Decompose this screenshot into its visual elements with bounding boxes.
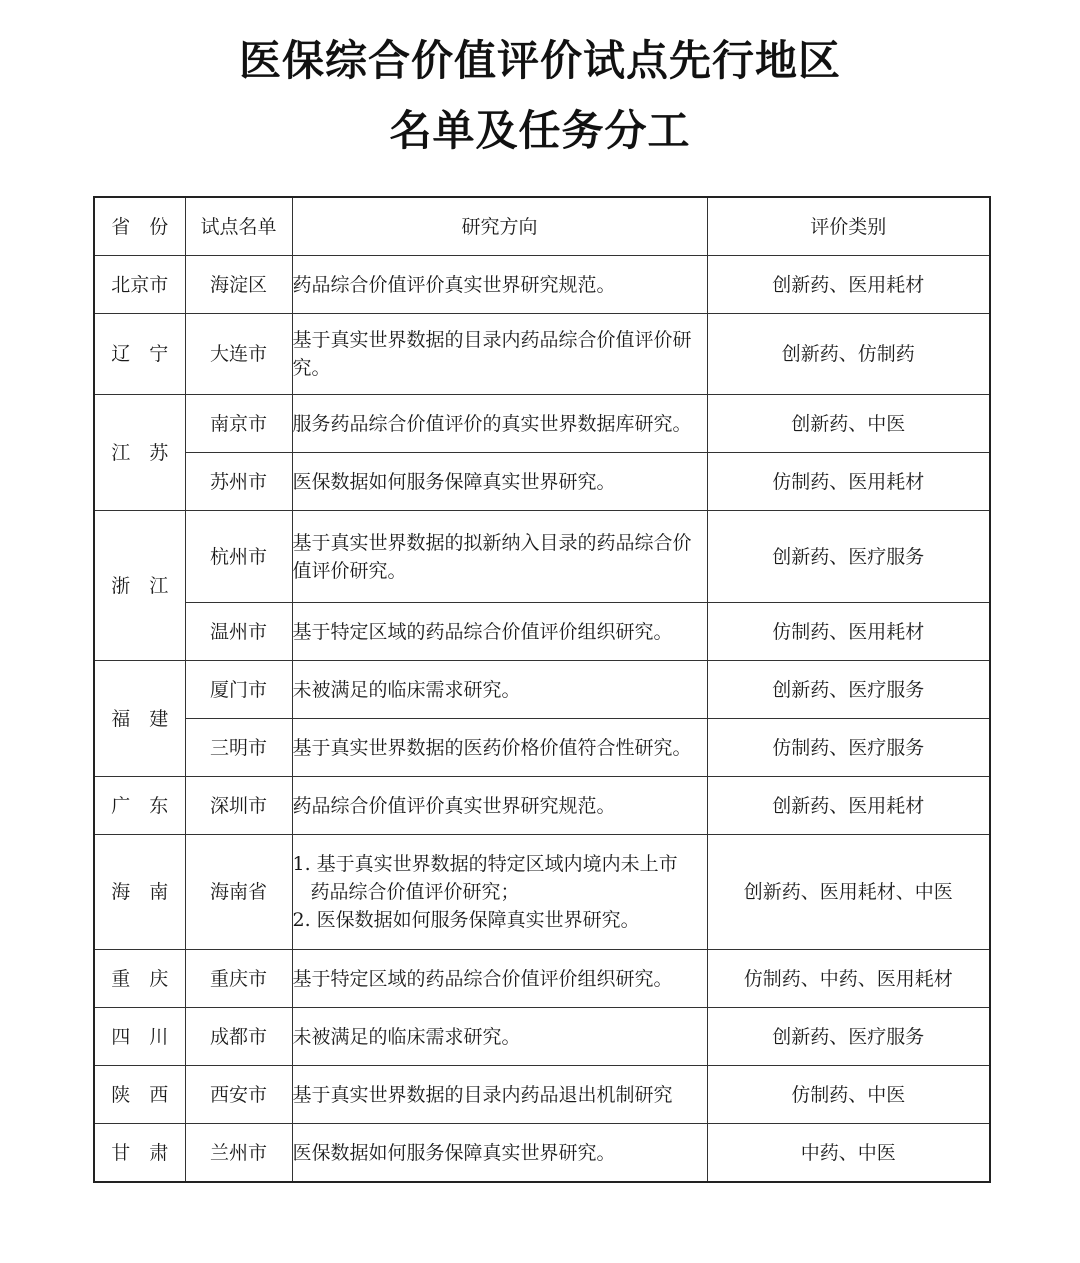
province-cell: 北京市 <box>94 256 185 314</box>
category-cell: 创新药、医疗服务 <box>707 661 990 719</box>
site-cell: 成都市 <box>185 1008 292 1066</box>
direction-cell: 基于特定区域的药品综合价值评价组织研究。 <box>292 950 707 1008</box>
header-direction: 研究方向 <box>292 197 707 256</box>
direction-cell: 药品综合价值评价真实世界研究规范。 <box>292 777 707 835</box>
page-subtitle: 名单及任务分工 <box>389 106 691 155</box>
site-cell: 海南省 <box>185 835 292 950</box>
category-cell: 中药、中医 <box>707 1124 990 1183</box>
table-row <box>94 395 990 453</box>
category-cell: 创新药、医疗服务 <box>707 1008 990 1066</box>
pilot-regions-table <box>93 196 991 1183</box>
table-row <box>94 835 990 950</box>
category-cell: 创新药、医用耗材、中医 <box>707 835 990 950</box>
table-row <box>94 453 990 511</box>
site-cell: 深圳市 <box>185 777 292 835</box>
site-cell: 重庆市 <box>185 950 292 1008</box>
site-cell: 厦门市 <box>185 661 292 719</box>
direction-cell: 基于真实世界数据的目录内药品退出机制研究 <box>292 1066 707 1124</box>
province-cell: 福 建 <box>94 661 185 777</box>
direction-list-item-continued: 药品综合价值评价研究； <box>310 881 520 903</box>
site-cell: 西安市 <box>185 1066 292 1124</box>
province-cell: 辽 宁 <box>94 314 185 395</box>
header-category: 评价类别 <box>707 197 990 256</box>
direction-cell <box>292 835 707 950</box>
province-cell: 四 川 <box>94 1008 185 1066</box>
province-cell: 广 东 <box>94 777 185 835</box>
direction-cell: 药品综合价值评价真实世界研究规范。 <box>292 256 707 314</box>
direction-cell: 未被满足的临床需求研究。 <box>292 661 707 719</box>
direction-list-item: 1. 基于真实世界数据的特定区域内境内未上市 <box>292 853 678 875</box>
province-cell: 江 苏 <box>94 395 185 511</box>
direction-cell: 基于真实世界数据的目录内药品综合价值评价研究。 <box>292 314 707 395</box>
category-cell: 仿制药、医用耗材 <box>707 603 990 661</box>
table-row <box>94 719 990 777</box>
direction-cell: 医保数据如何服务保障真实世界研究。 <box>292 453 707 511</box>
site-cell: 温州市 <box>185 603 292 661</box>
category-cell: 创新药、仿制药 <box>707 314 990 395</box>
direction-cell: 医保数据如何服务保障真实世界研究。 <box>292 1124 707 1183</box>
category-cell: 创新药、医用耗材 <box>707 256 990 314</box>
category-cell: 创新药、医用耗材 <box>707 777 990 835</box>
province-cell: 海 南 <box>94 835 185 950</box>
table-row <box>94 511 990 603</box>
table-row <box>94 1124 990 1183</box>
table-row <box>94 314 990 395</box>
category-cell: 仿制药、中医 <box>707 1066 990 1124</box>
province-cell: 重 庆 <box>94 950 185 1008</box>
province-cell: 甘 肃 <box>94 1124 185 1183</box>
table-row <box>94 1066 990 1124</box>
direction-cell: 基于特定区域的药品综合价值评价组织研究。 <box>292 603 707 661</box>
direction-cell: 基于真实世界数据的医药价格价值符合性研究。 <box>292 719 707 777</box>
site-cell: 南京市 <box>185 395 292 453</box>
table-header-row <box>94 197 990 256</box>
category-cell: 创新药、医疗服务 <box>707 511 990 603</box>
category-cell: 创新药、中医 <box>707 395 990 453</box>
table-row <box>94 256 990 314</box>
site-cell: 大连市 <box>185 314 292 395</box>
category-cell: 仿制药、中药、医用耗材 <box>707 950 990 1008</box>
header-province: 省 份 <box>94 197 185 256</box>
direction-cell: 未被满足的临床需求研究。 <box>292 1008 707 1066</box>
category-cell: 仿制药、医用耗材 <box>707 453 990 511</box>
site-cell: 杭州市 <box>185 511 292 603</box>
table-row <box>94 1008 990 1066</box>
table-row <box>94 603 990 661</box>
site-cell: 苏州市 <box>185 453 292 511</box>
table-row <box>94 777 990 835</box>
direction-list-item: 2. 医保数据如何服务保障真实世界研究。 <box>292 909 640 931</box>
site-cell: 海淀区 <box>185 256 292 314</box>
direction-cell: 基于真实世界数据的拟新纳入目录的药品综合价值评价研究。 <box>292 511 707 603</box>
table-row <box>94 950 990 1008</box>
site-cell: 三明市 <box>185 719 292 777</box>
province-cell: 浙 江 <box>94 511 185 661</box>
header-site: 试点名单 <box>185 197 292 256</box>
category-cell: 仿制药、医疗服务 <box>707 719 990 777</box>
site-cell: 兰州市 <box>185 1124 292 1183</box>
direction-cell: 服务药品综合价值评价的真实世界数据库研究。 <box>292 395 707 453</box>
page-title: 医保综合价值评价试点先行地区 <box>238 36 841 85</box>
province-cell: 陕 西 <box>94 1066 185 1124</box>
table-row <box>94 661 990 719</box>
